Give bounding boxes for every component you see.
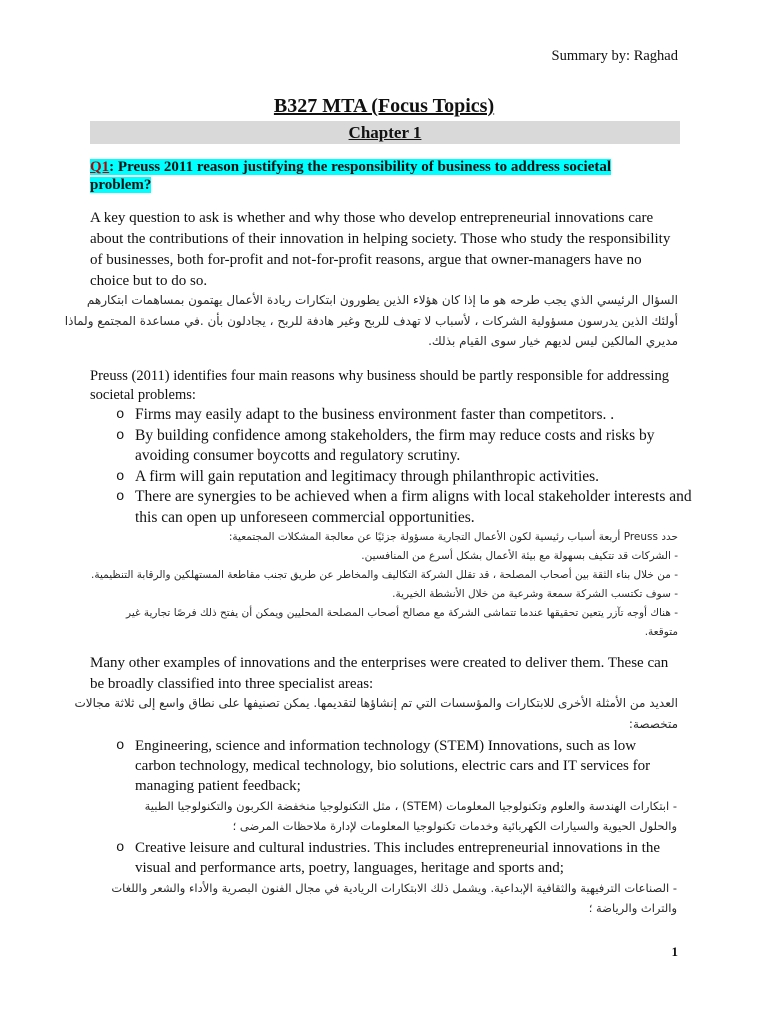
bullet-marker: o	[116, 468, 125, 485]
arabic-line: والتراث والرياضة ؛	[588, 901, 677, 915]
chapter-heading-band	[90, 121, 680, 144]
question-highlight	[90, 159, 611, 175]
arabic-line: - هناك أوجه تآزر يتعين تحقيقها عندما تتماشى الشركة مع مصالح أصحاب المصلحة المحليين ويمكن أن يفتح ذلك فرصًا تجارية غير	[126, 606, 678, 619]
creative-area-list	[90, 839, 680, 878]
list-item-line: Engineering, science and information technology (STEM) Innovations, such as low	[135, 738, 637, 754]
list-item-line: There are synergies to be achieved when a firm aligns with local stakeholder interests and	[135, 488, 692, 506]
preuss-paragraph	[90, 367, 680, 405]
stem-area-list	[90, 736, 680, 796]
stem-arabic-translation	[90, 796, 677, 836]
chapter-heading: Chapter 1	[348, 123, 422, 142]
arabic-line: حدد Preuss أربعة أسباب رئيسية لكون الأعمال التجارية مسؤولة جزئيًا عن معالجة المشكلات المجتمعية:	[228, 530, 678, 543]
question-text: problem?	[90, 177, 152, 193]
arabic-line: متوقعة.	[644, 625, 678, 638]
text-line: be broadly classified into three specialist areas:	[90, 675, 374, 692]
bullet-marker: o	[116, 489, 125, 506]
bullet-marker: o	[116, 407, 125, 423]
arabic-line: - ابتكارات الهندسة والعلوم وتكنولوجيا المعلومات (STEM) ، مثل التكنولوجيا منخفضة الكربون والتكنولوجيا الطبية	[144, 799, 677, 813]
document-title	[0, 94, 768, 118]
list-item-line: avoiding consumer boycotts and regulatory scrutiny.	[135, 447, 461, 465]
bullet-marker: o	[116, 840, 125, 856]
bullet-marker: o	[116, 738, 125, 754]
intro-paragraph	[90, 208, 680, 292]
text-line: about the contributions of their innovation in helping society. Those who study the responsibility	[90, 231, 671, 247]
arabic-line: العديد من الأمثلة الأخرى للابتكارات والمؤسسات التي تم إنشاؤها لتقديمها. يمكن تصنيفها على نطاق واسع إلى ثلاثة مجالات	[74, 695, 678, 710]
question-text: : Preuss 2011 reason justifying the responsibility of business to address societal	[109, 159, 612, 175]
list-item	[90, 405, 680, 426]
list-item-line: visual and performance arts, poetry, languages, heritage and sports and;	[135, 859, 564, 876]
list-item	[90, 487, 692, 528]
list-item-line: By building confidence among stakeholders, the firm may reduce costs and risks by	[135, 426, 655, 444]
reasons-arabic-translation	[90, 528, 678, 642]
list-item-line: Creative leisure and cultural industries. This includes entrepreneurial innovations in the	[135, 840, 660, 856]
list-item-line: carbon technology, medical technology, bio solutions, electric cars and IT services for	[135, 758, 651, 774]
list-item	[90, 426, 680, 467]
areas-arabic-translation	[74, 693, 678, 735]
text-line: of businesses, both for-profit and not-for-profit reasons, argue that owner-managers have no	[90, 252, 642, 268]
arabic-line: مديري المالكين ليس لديهم خيار سوى القيام بذلك.	[428, 334, 678, 348]
arabic-line: - سوف تكتسب الشركة سمعة وشرعية من خلال الأنشطة الخيرية.	[392, 587, 678, 600]
list-item	[90, 467, 680, 488]
author-credit: Summary by: Raghad	[551, 48, 678, 64]
arabic-line: والحلول الحيوية والسيارات الكهربائية وخدمات تكنولوجيا المعلومات لإدارة ملاحظات المرضى ؛	[232, 819, 677, 833]
text-line: societal problems:	[90, 386, 196, 403]
arabic-line: متخصصة:	[628, 716, 678, 731]
text-line: choice but to do so.	[90, 273, 208, 289]
list-item	[90, 839, 680, 878]
arabic-line: أولئك الذين يدرسون مسؤولية الشركات ، لأسباب لا تهدف للربح وغير هادفة للربح ، يجادلون بأن .في مساعدة المجتمع ولماذا	[64, 313, 678, 328]
arabic-line: - الشركات قد تتكيف بسهولة مع بيئة الأعمال بشكل أسرع من المنافسين.	[361, 549, 678, 562]
question-block	[90, 158, 680, 194]
bullet-marker: o	[116, 427, 125, 444]
page-number: 1	[671, 944, 678, 959]
reasons-list	[90, 405, 692, 529]
list-item-line: this can open up unforeseen commercial opportunities.	[135, 508, 475, 526]
list-item-line: Firms may easily adapt to the business environment faster than competitors. .	[135, 406, 615, 423]
list-item-line: managing patient feedback;	[135, 778, 301, 794]
question-line	[90, 176, 680, 194]
question-label: Q1	[90, 159, 110, 175]
question-line	[90, 158, 680, 176]
text-line: Many other examples of innovations and the enterprises were created to deliver them. These can	[90, 654, 669, 671]
creative-arabic-translation	[90, 878, 677, 918]
arabic-line: - الصناعات الترفيهية والثقافية الإبداعية. ويشمل ذلك الابتكارات الريادية في مجال الفنون البصرية والأداء والشعر واللغات	[111, 881, 677, 895]
document-title-text: B327 MTA (Focus Topics)	[273, 95, 495, 117]
intro-arabic-translation	[64, 290, 678, 352]
areas-paragraph	[90, 653, 680, 695]
text-line: Preuss (2011) identifies four main reasons why business should be partly responsible for addressing	[90, 367, 669, 384]
arabic-line: السؤال الرئيسي الذي يجب طرحه هو ما إذا كان هؤلاء الذين يطورون ابتكارات ريادة الأعمال يهتمون بمساهمات ابتكارهم	[86, 293, 678, 307]
text-line: A key question to ask is whether and why those who develop entrepreneurial innovations care	[90, 210, 654, 226]
arabic-line: - من خلال بناء الثقة بين أصحاب المصلحة ، قد تقلل الشركة التكاليف والمخاطر عن طريق تجنب مقاطعة المستهلكين والرقابة التنظيمية.	[91, 568, 678, 581]
list-item	[90, 736, 680, 796]
list-item-line: A firm will gain reputation and legitimacy through philanthropic activities.	[135, 467, 600, 485]
